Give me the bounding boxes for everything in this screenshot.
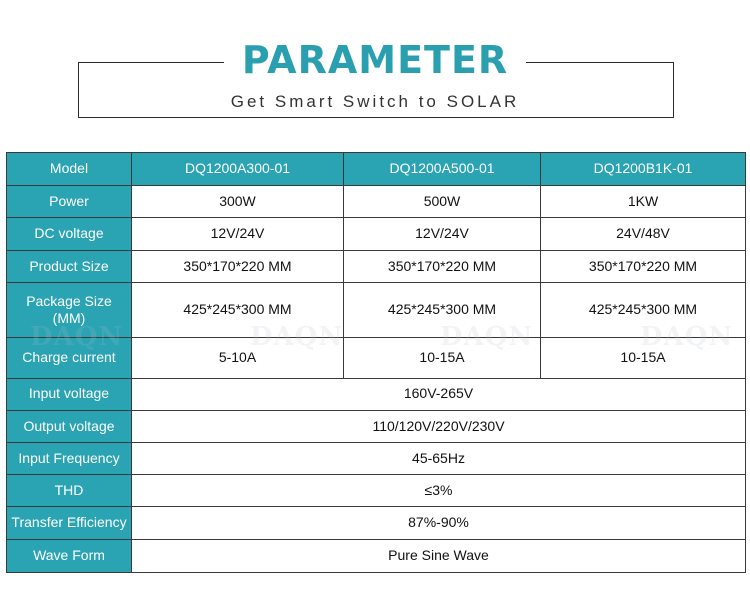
table-row-product-size xyxy=(7,250,746,282)
row-label-wave-form: Wave Form xyxy=(7,539,132,572)
model-header-2: DQ1200A500-01 xyxy=(344,153,541,186)
table-row-input-voltage xyxy=(7,378,746,410)
table-row-transfer-efficiency xyxy=(7,507,746,539)
cell-dc-voltage-3: 24V/48V xyxy=(541,218,746,250)
cell-transfer-efficiency: 87%-90% xyxy=(132,507,746,539)
cell-product-size-2: 350*170*220 MM xyxy=(344,250,541,282)
row-label-input-voltage: Input voltage xyxy=(7,378,132,410)
table-row-wave-form xyxy=(7,539,746,572)
cell-product-size-3: 350*170*220 MM xyxy=(541,250,746,282)
page-title-text: PARAMETER xyxy=(224,38,526,82)
table-row-output-voltage xyxy=(7,410,746,442)
cell-power-3: 1KW xyxy=(541,186,746,218)
cell-package-size-1: 425*245*300 MM xyxy=(132,282,344,337)
parameter-table xyxy=(6,152,746,573)
cell-thd: ≤3% xyxy=(132,475,746,507)
row-label-input-frequency: Input Frequency xyxy=(7,443,132,475)
row-label-product-size: Product Size xyxy=(7,250,132,282)
cell-wave-form: Pure Sine Wave xyxy=(132,539,746,572)
row-label-dc-voltage: DC voltage xyxy=(7,218,132,250)
page-title xyxy=(0,38,750,82)
row-label-thd: THD xyxy=(7,475,132,507)
row-label-transfer-efficiency: Transfer Efficiency xyxy=(7,507,132,539)
table-row-thd xyxy=(7,475,746,507)
cell-dc-voltage-2: 12V/24V xyxy=(344,218,541,250)
page-subtitle: Get Smart Switch to SOLAR xyxy=(230,92,520,111)
cell-power-1: 300W xyxy=(132,186,344,218)
table-row-package-size xyxy=(7,282,746,337)
cell-package-size-3: 425*245*300 MM xyxy=(541,282,746,337)
row-label-model: Model xyxy=(7,153,132,186)
cell-charge-current-2: 10-15A xyxy=(344,338,541,378)
table-row-charge-current xyxy=(7,338,746,378)
row-label-power: Power xyxy=(7,186,132,218)
model-header-1: DQ1200A300-01 xyxy=(132,153,344,186)
table-row-input-frequency xyxy=(7,443,746,475)
model-header-3: DQ1200B1K-01 xyxy=(541,153,746,186)
cell-product-size-1: 350*170*220 MM xyxy=(132,250,344,282)
table-row-model xyxy=(7,153,746,186)
cell-dc-voltage-1: 12V/24V xyxy=(132,218,344,250)
row-label-package-size: Package Size (MM) xyxy=(7,282,132,337)
row-label-charge-current: Charge current xyxy=(7,338,132,378)
cell-input-voltage: 160V-265V xyxy=(132,378,746,410)
cell-power-2: 500W xyxy=(344,186,541,218)
cell-input-frequency: 45-65Hz xyxy=(132,443,746,475)
row-label-output-voltage: Output voltage xyxy=(7,410,132,442)
cell-charge-current-1: 5-10A xyxy=(132,338,344,378)
cell-output-voltage: 110/120V/220V/230V xyxy=(132,410,746,442)
table-row-power xyxy=(7,186,746,218)
cell-package-size-2: 425*245*300 MM xyxy=(344,282,541,337)
table-row-dc-voltage xyxy=(7,218,746,250)
cell-charge-current-3: 10-15A xyxy=(541,338,746,378)
